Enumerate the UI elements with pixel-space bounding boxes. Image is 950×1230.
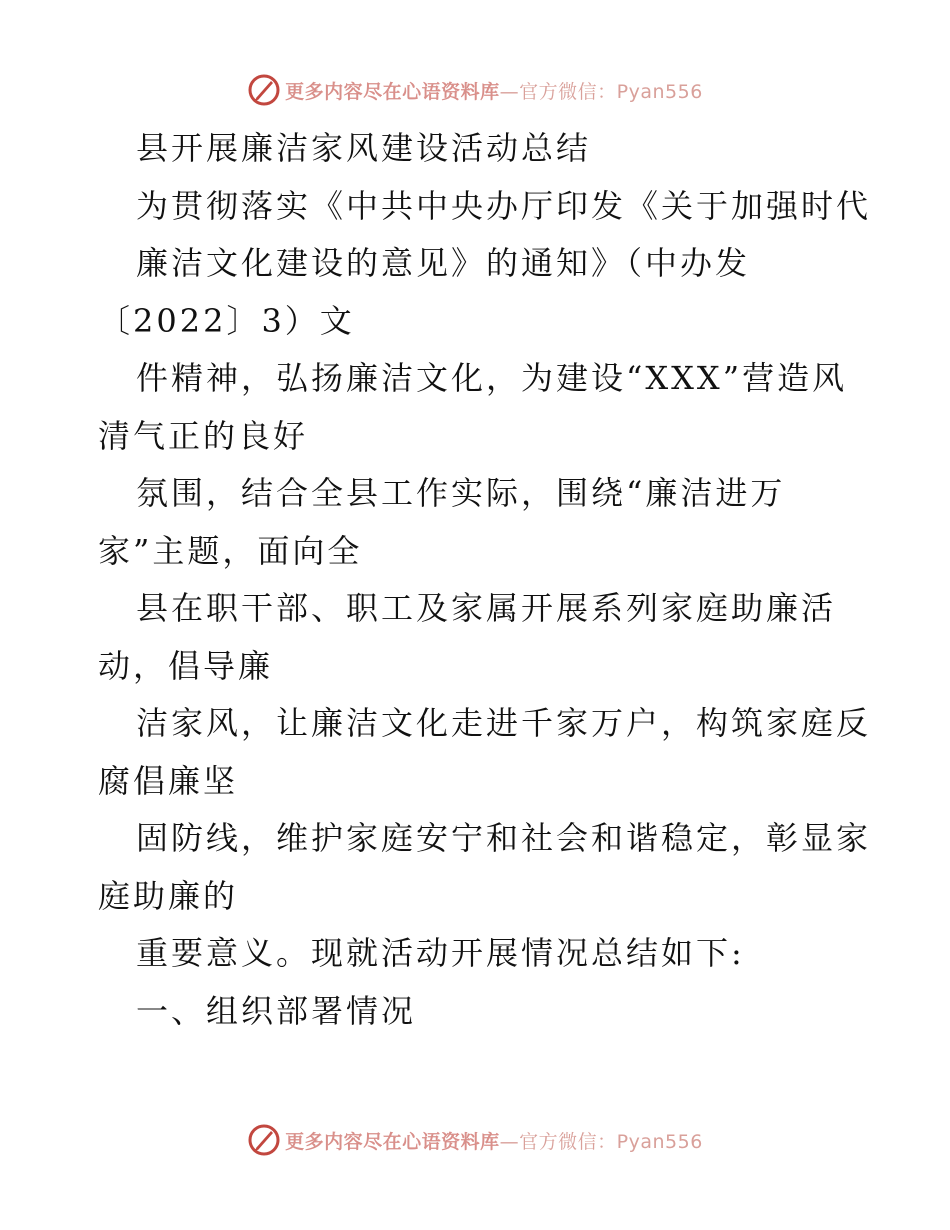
watermark-text: [285, 1127, 703, 1154]
watermark-separator: —: [499, 1130, 520, 1153]
text-line: 为贯彻落实《中共中央办厅印发《关于加强时代: [136, 186, 872, 225]
text-line: 家”主题，面向全: [98, 531, 363, 570]
watermark-footer: [0, 1120, 950, 1160]
text-line: 腐倡廉坚: [98, 761, 239, 800]
text-line: 〔2022〕3）文: [98, 301, 355, 340]
text-line: 洁家风，让廉洁文化走进千家万户，构筑家庭反: [136, 704, 872, 742]
feather-pen-seal-icon: [247, 73, 281, 107]
watermark-official: 官方微信：Pyan556: [519, 1130, 703, 1153]
text-line: 一、组织部署情况: [136, 991, 417, 1030]
document-title: 县开展廉洁家风建设活动总结: [136, 129, 592, 167]
text-line: 廉洁文化建设的意见》的通知》（中办发: [136, 244, 751, 282]
text-line: 清气正的良好: [98, 416, 309, 455]
text-line: 件精神，弘扬廉洁文化，为建设“XXX”营造风: [136, 359, 848, 397]
feather-pen-seal-icon: [247, 1123, 281, 1157]
watermark-separator: —: [499, 80, 520, 103]
document-body: [98, 120, 872, 1040]
text-line: 氛围，结合全县工作实际，围绕“廉洁进万: [136, 474, 786, 512]
text-line: 动，倡导廉: [98, 646, 274, 685]
watermark-official: 官方微信：Pyan556: [519, 80, 703, 103]
watermark-brand: 更多内容尽在心语资料库: [285, 1130, 500, 1153]
text-line: 固防线，维护家庭安宁和社会和谐稳定，彰显家: [136, 819, 872, 857]
watermark-brand: 更多内容尽在心语资料库: [285, 80, 500, 103]
watermark-header: [0, 70, 950, 110]
text-line: 重要意义。现就活动开展情况总结如下:: [136, 934, 745, 972]
watermark-text: [285, 77, 703, 104]
text-line: 县在职干部、职工及家属开展系列家庭助廉活: [136, 589, 837, 627]
text-line: 庭助廉的: [98, 876, 239, 915]
